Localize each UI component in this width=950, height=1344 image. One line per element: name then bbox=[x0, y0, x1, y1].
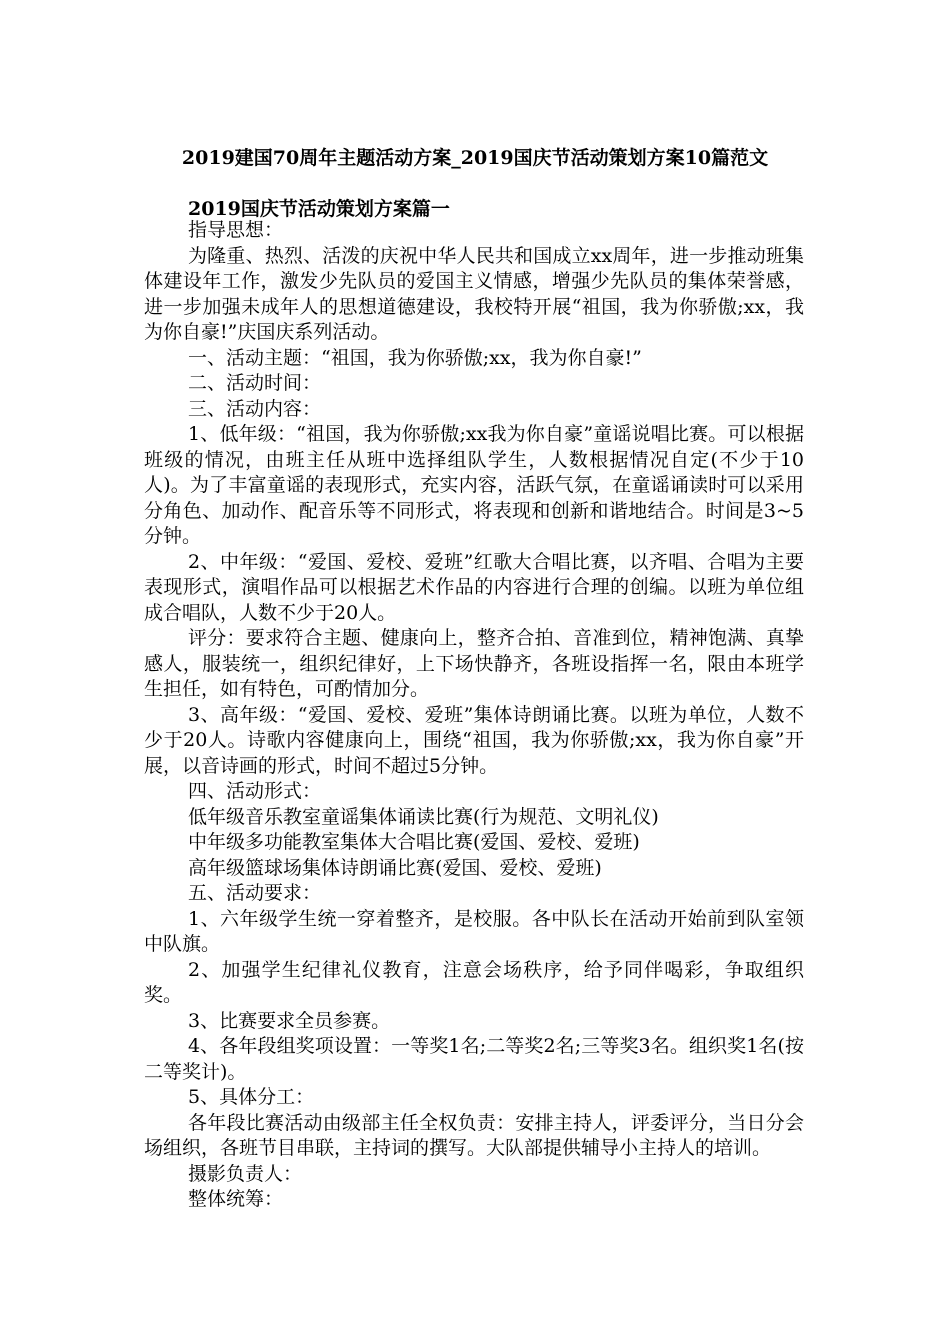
paragraph-form-senior: 高年级篮球场集体诗朗诵比赛(爱国、爱校、爱班) bbox=[188, 856, 602, 879]
paragraph-senior-grade: 3、高年级：“爱国、爱校、爱班”集体诗朗诵比赛。以班为单位，人数不少于20人。诗歌内容健康向上，围绕“祖国，我为你骄傲;xx，我为你自豪”开展，以音诗画的形式，时间不超过5分钟。 bbox=[144, 703, 804, 777]
section-heading: 2019国庆节活动策划方案篇一 bbox=[188, 198, 450, 220]
paragraph-junior-grade: 1、低年级：“祖国，我为你骄傲;xx我为你自豪”童谣说唱比赛。可以根据班级的情况，由班主任从班中选择组队学生，人数根据情况自定(不少于10人)。为了丰富童谣的表现形式，充实内容，活跃气氛，在童谣诵读时可以采用分角色、加动作、配音乐等不同形式，将表现和创新和谐地结合。时间是3~5分钟。 bbox=[144, 423, 804, 547]
paragraph-form-heading: 四、活动形式： bbox=[188, 780, 322, 802]
paragraph-guiding-thought: 指导思想： bbox=[188, 219, 284, 241]
paragraph-form-junior: 低年级音乐教室童谣集体诵读比赛(行为规范、文明礼仪) bbox=[188, 805, 659, 828]
paragraph-requirement-2: 2、加强学生纪律礼仪教育，注意会场秩序，给予同伴喝彩，争取组织奖。 bbox=[144, 958, 804, 1006]
paragraph-theme: 一、活动主题：“祖国，我为你骄傲;xx，我为你自豪!” bbox=[188, 346, 642, 369]
paragraph-intro: 为隆重、热烈、活泼的庆祝中华人民共和国成立xx周年，进一步推动班集体建设年工作，激发少先队员的爱国主义情感，增强少先队员的集体荣誉感，进一步加强未成年人的思想道德建设，我校特开展“祖国，我为你骄傲;xx，我为你自豪!”庆国庆系列活动。 bbox=[144, 244, 804, 343]
paragraph-time: 二、活动时间： bbox=[188, 372, 322, 394]
paragraph-division-heading: 5、具体分工： bbox=[188, 1086, 315, 1108]
paragraph-middle-grade: 2、中年级：“爱国、爱校、爱班”红歌大合唱比赛，以齐唱、合唱为主要表现形式，演唱作品可以根据艺术作品的内容进行合理的创编。以班为单位组成合唱队，人数不少于20人。 bbox=[144, 550, 804, 624]
paragraph-form-middle: 中年级多功能教室集体大合唱比赛(爱国、爱校、爱班) bbox=[188, 831, 640, 853]
paragraph-photographer: 摄影负责人： bbox=[188, 1162, 303, 1185]
paragraph-requirements-heading: 五、活动要求： bbox=[188, 882, 322, 904]
paragraph-requirement-3: 3、比赛要求全员参赛。 bbox=[188, 1009, 391, 1032]
document-title: 2019建国70周年主题活动方案_2019国庆节活动策划方案10篇范文 bbox=[181, 147, 769, 169]
paragraph-requirement-1: 1、六年级学生统一穿着整齐，是校服。各中队长在活动开始前到队室领中队旗。 bbox=[144, 907, 804, 955]
paragraph-division-detail: 各年段比赛活动由级部主任全权负责：安排主持人，评委评分，当日分会场组织，各班节目串联，主持词的撰写。大队部提供辅导小主持人的培训。 bbox=[144, 1111, 804, 1159]
paragraph-coordinator: 整体统筹： bbox=[188, 1188, 284, 1210]
document-body bbox=[144, 218, 804, 1213]
paragraph-requirement-4: 4、各年段组奖项设置：一等奖1名;二等奖2名;三等奖3名。组织奖1名(按二等奖计)。 bbox=[144, 1035, 804, 1083]
paragraph-content-heading: 三、活动内容： bbox=[188, 397, 322, 420]
paragraph-scoring: 评分：要求符合主题、健康向上，整齐合拍、音准到位，精神饱满、真挚感人，服装统一，组织纪律好，上下场快静齐，各班设指挥一名，限由本班学生担任，如有特色，可酌情加分。 bbox=[144, 627, 804, 700]
